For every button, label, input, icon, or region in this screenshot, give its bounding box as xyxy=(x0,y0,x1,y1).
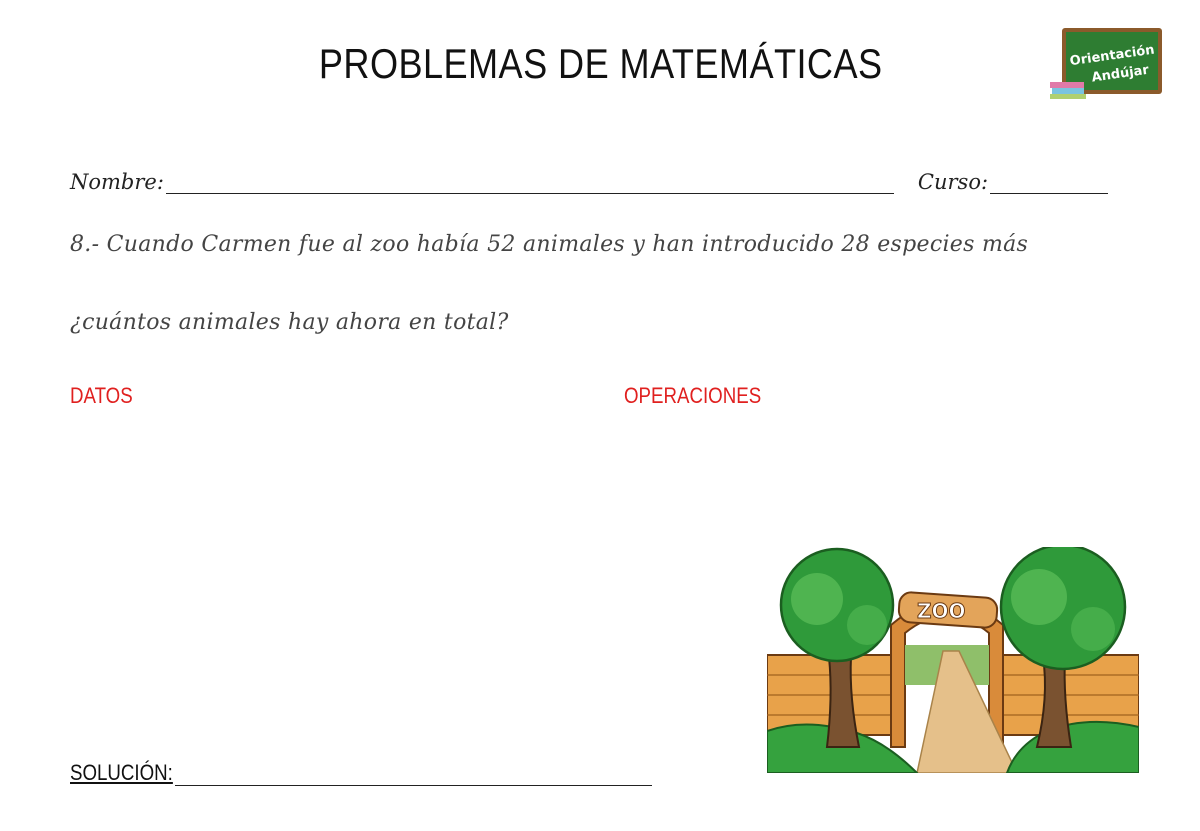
zoo-sign-text: ZOO xyxy=(917,599,966,623)
logo-text-line1: Orientación xyxy=(1068,42,1156,70)
page-title: PROBLEMAS DE MATEMÁTICAS xyxy=(318,40,883,87)
data-section-label: DATOS xyxy=(70,383,133,408)
logo-text-line2: Andújar xyxy=(1090,62,1150,86)
zoo-entrance-illustration xyxy=(767,547,1139,773)
operations-section-label: OPERACIONES xyxy=(624,383,762,408)
orientacion-andujar-logo xyxy=(1048,26,1164,100)
name-label: Nombre: xyxy=(70,170,164,194)
problem-statement-line2: ¿cuántos animales hay ahora en total? xyxy=(70,310,509,335)
name-field[interactable] xyxy=(166,175,894,194)
solution-field[interactable] xyxy=(175,767,652,786)
course-field[interactable] xyxy=(990,175,1108,194)
problem-statement-line1: 8.- Cuando Carmen fue al zoo había 52 animales y han introducido 28 especies más xyxy=(70,232,1029,257)
solution-label: SOLUCIÓN: xyxy=(70,760,173,785)
solution-row xyxy=(70,760,652,786)
name-course-row xyxy=(70,170,1108,194)
course-label: Curso: xyxy=(917,170,989,194)
